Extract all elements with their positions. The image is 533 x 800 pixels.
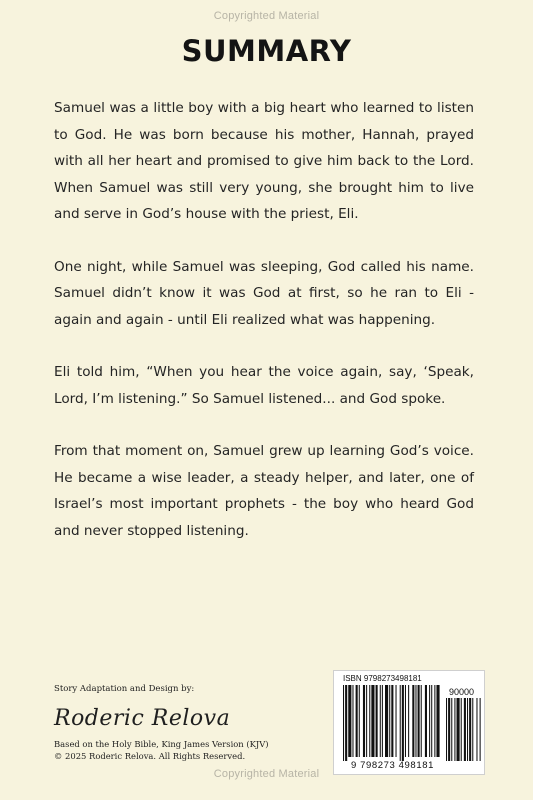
credit-label: Story Adaptation and Design by:	[54, 684, 195, 694]
page-title: SUMMARY	[181, 34, 352, 68]
copyright-line: © 2025 Roderic Relova. All Rights Reserved.	[54, 751, 246, 761]
summary-text	[54, 95, 474, 570]
price-code: 90000	[449, 687, 475, 697]
author-signature: Roderic Relova	[54, 706, 231, 731]
isbn-label: ISBN 9798273498181	[343, 674, 422, 683]
watermark-bottom: Copyrighted Material	[213, 768, 320, 780]
summary-paragraph-2: One night, while Samuel was sleeping, God called his name. Samuel didn’t know it was God at first, so he ran to Eli - again and again - until Eli realized what was happening.	[54, 258, 474, 328]
watermark-top: Copyrighted Material	[213, 10, 320, 22]
summary-paragraph-3: Eli told him, “When you hear the voice again, say, ‘Speak, Lord, I’m listening.” So Samuel listened... and God spoke.	[54, 364, 474, 407]
credits-block	[54, 684, 314, 763]
summary-paragraph-1: Samuel was a little boy with a big heart who learned to listen to God. He was born because his mother, Hannah, prayed with all her heart and promised to give him back to the Lord. When Samuel was still very young, she brought him to live and serve in God’s house with the priest, Eli.	[54, 100, 474, 222]
barcode-number: 9 798273 498181	[351, 760, 434, 771]
based-on-line: Based on the Holy Bible, King James Version (KJV)	[54, 739, 269, 749]
summary-paragraph-4: From that moment on, Samuel grew up learning God’s voice. He became a wise leader, a steady helper, and later, one of Israel’s most important prophets - the boy who heard God and never stopped listening.	[54, 443, 474, 539]
isbn-barcode	[333, 670, 485, 775]
